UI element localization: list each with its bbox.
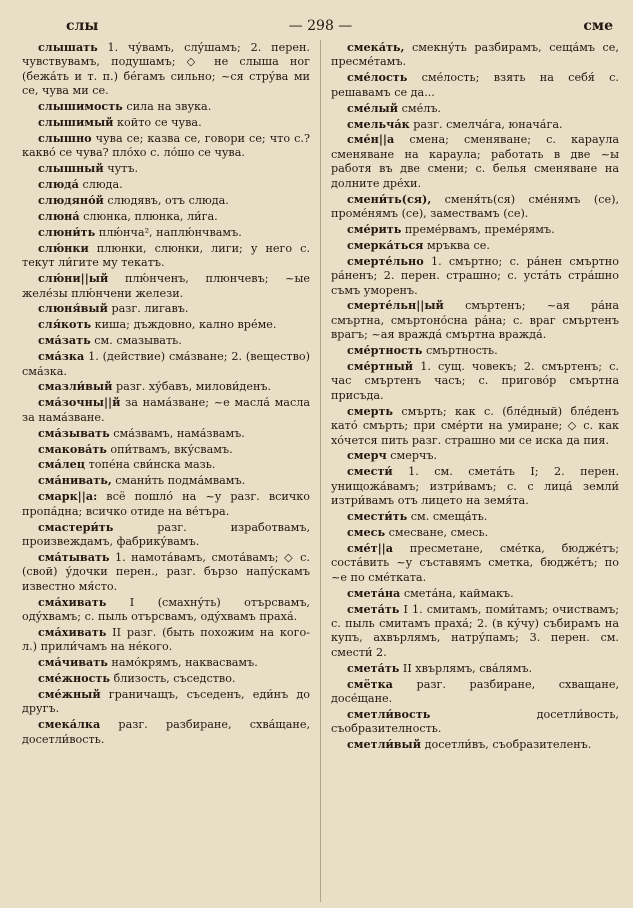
dictionary-entry xyxy=(331,117,619,132)
entry-definition: слюдявъ, отъ слюда. xyxy=(103,194,229,208)
dictionary-entry xyxy=(331,586,619,601)
dictionary-entry xyxy=(331,525,619,540)
entry-headword: слюдяно́й xyxy=(38,193,104,208)
entry-definition: смесване, смесь. xyxy=(385,526,489,539)
entry-definition: опи́твамъ, вку́свамъ. xyxy=(106,442,233,456)
entry-definition: разг. ху́бавъ, милови́денъ. xyxy=(112,380,272,394)
dictionary-entry xyxy=(22,687,310,717)
entry-headword: сма́хивать xyxy=(38,594,107,609)
dictionary-entry xyxy=(22,40,310,99)
entry-definition: смърть; как с. (бле́дный) бле́денъ като́ смърть; при сме́рти на умиране; ◇ с. как хо́чется пить разг. страшно ми се иска да пия. xyxy=(331,404,619,447)
dictionary-entry xyxy=(331,222,619,237)
entry-definition: 1. намота́вамъ, смота́вамъ; ◇ с. (свой) у́дочки перен., разг. бързо напу́скамъ известно мя́сто. xyxy=(22,550,310,593)
page-number: — 298 — xyxy=(288,18,353,34)
entry-headword: смерте́льн||ый xyxy=(347,298,444,313)
left-column xyxy=(22,40,310,902)
entry-definition: близость, съседство. xyxy=(109,672,236,686)
entry-headword: смельча́к xyxy=(347,116,410,131)
entry-definition: намо́крямъ, накваcвамъ. xyxy=(107,656,258,670)
entry-definition: II разг. (быть похожим на кого-л.) прили́чамъ на не́кого. xyxy=(22,625,310,654)
dictionary-entry xyxy=(22,193,310,208)
entry-definition: сме́лость; взять на себя́ с. решавамъ се да... xyxy=(331,71,619,99)
entry-definition: смекну́ть разбирамъ, сеща́мъ се, пресме́тамъ. xyxy=(331,41,619,69)
dictionary-entry xyxy=(22,550,310,594)
entry-definition: смета́на, каймакъ. xyxy=(400,586,514,600)
dictionary-entry xyxy=(22,671,310,686)
dictionary-entry xyxy=(331,359,619,403)
dictionary-entry xyxy=(22,395,310,425)
entry-headword: слюна́ xyxy=(38,208,80,223)
dictionary-entry xyxy=(22,717,310,747)
dictionary-entry xyxy=(22,457,310,472)
entry-definition: разг. разбиране, схващане, досе́щане. xyxy=(331,677,619,705)
entry-definition: разг. лигавъ. xyxy=(107,302,189,316)
dictionary-entry xyxy=(331,298,619,342)
right-column xyxy=(331,40,619,902)
entry-definition: който се чува. xyxy=(113,116,202,130)
dictionary-entry xyxy=(331,464,619,508)
entry-definition: чутъ. xyxy=(103,162,139,176)
entry-headword: сме́лый xyxy=(347,100,399,115)
dictionary-entry xyxy=(22,115,310,130)
entry-definition: слюда. xyxy=(78,178,123,192)
dictionary-entry xyxy=(331,132,619,191)
entry-headword: слышно xyxy=(38,130,92,145)
dictionary-entry xyxy=(331,707,619,737)
dictionary-entry xyxy=(22,442,310,457)
entry-headword: смека́лка xyxy=(38,717,101,732)
entry-headword: сма́зывать xyxy=(38,425,110,440)
entry-definition: топе́на сви́нска мазь. xyxy=(85,458,216,472)
dictionary-entry xyxy=(331,602,619,661)
dictionary-entry xyxy=(22,225,310,240)
entry-headword: сма́лец xyxy=(38,457,86,472)
entry-definition: слюнка, плюнка, ли́га. xyxy=(79,209,218,223)
entry-definition: пресметане, сме́тка, бюдже́тъ; соста́вить ~у съставямъ сметка, бюдже́тъ; по ~е по сме́тката. xyxy=(331,541,619,584)
dictionary-entry xyxy=(331,192,619,222)
entry-headword: сме́рить xyxy=(347,221,402,236)
entry-definition: I (смахну́ть) отърсвамъ, оду́хвамъ; с. пыль отърсвамъ, оду́хвамъ праха́. xyxy=(22,595,310,624)
dictionary-entry xyxy=(22,426,310,441)
entry-definition: 1. сущ. човекъ; 2. смъртенъ; с. час смъртенъ часъ; с. пригово́р смъртна присъда. xyxy=(331,360,619,402)
entry-definition: смена; сменяване; с. караула сменяване на караула; работать в две ~ы работя въ две смени; с. белья сменяване на долните дре́хи. xyxy=(331,133,619,190)
entry-definition: преме́рвамъ, преме́рямъ. xyxy=(401,222,555,236)
dictionary-entry xyxy=(331,737,619,752)
entry-definition: 1. чу́вамъ, слу́шамъ; 2. перен. чувствувамъ, подушамъ; ◇ не слыша ног (бежа́ть и т. п.) бе́гамъ сильно; ~ся стру́ва ми се, чува ми се. xyxy=(22,41,310,98)
entry-definition: смъртность. xyxy=(422,344,498,358)
entry-headword: сма́тывать xyxy=(38,549,110,564)
dictionary-entry xyxy=(331,238,619,253)
dictionary-entry xyxy=(22,317,310,332)
entry-definition: 1. см. смета́ть I; 2. перен. унищожа́вамъ; изтри́вамъ; с. с лица́ земли́ изтри́вамъ отъ лицето на земя́та. xyxy=(331,465,619,508)
entry-headword: сля́коть xyxy=(38,317,92,332)
entry-definition: чува се; казва се, говори се; что с.? какво́ се чува? пло́хо с. ло́шо се чува. xyxy=(22,131,310,160)
entry-headword: сма́зка xyxy=(38,349,85,364)
dictionary-entry xyxy=(331,101,619,116)
dictionary-entry xyxy=(22,520,310,550)
entry-definition: сма́звамъ, нама́звамъ. xyxy=(109,426,245,440)
entry-definition: плю́нченъ, плюнчевъ; ~ые желе́зы плю́нчени желези. xyxy=(22,272,310,300)
entry-definition: разг. смелча́га, юнача́га. xyxy=(409,117,563,131)
dictionary-entry xyxy=(331,541,619,585)
dictionary-entry xyxy=(22,271,310,301)
entry-headword: смека́ть, xyxy=(347,40,405,54)
entry-headword: слю́ни||ый xyxy=(38,271,109,286)
dictionary-entry xyxy=(331,70,619,100)
entry-headword: сме́т||а xyxy=(347,540,393,555)
entry-definition: разг. изработвамъ, произвеждамъ, фабрику́вамъ. xyxy=(22,520,310,548)
dictionary-entry xyxy=(22,209,310,224)
dictionary-entry xyxy=(22,379,310,394)
entry-definition: досетли́въ, съобразителенъ. xyxy=(421,738,592,752)
dictionary-entry xyxy=(331,40,619,70)
entry-headword: смарк||а: xyxy=(38,489,98,504)
dictionary-entry xyxy=(22,625,310,655)
entry-definition: сменя́ть(ся) сме́нямъ (се), проме́нямъ (се), замествамъ (се). xyxy=(331,192,619,220)
dictionary-entry xyxy=(331,343,619,358)
dictionary-entry xyxy=(331,448,619,463)
entry-headword: смерте́льно xyxy=(347,253,424,268)
entry-definition: досетли́вость, съобразителность. xyxy=(331,707,619,736)
entry-headword: смени́ть(ся), xyxy=(347,191,432,206)
dictionary-entry xyxy=(22,99,310,114)
entry-definition: разг. разбиране, схва́щане, досетли́вость. xyxy=(22,718,310,746)
entry-headword: сметли́вый xyxy=(347,737,422,752)
dictionary-entry xyxy=(22,241,310,271)
entry-headword: сме́жность xyxy=(38,671,110,686)
dictionary-entry xyxy=(331,509,619,524)
entry-definition: смъртенъ; ~ая ра́на смъртна, смъртоно́сна ра́на; с. враг смъртенъ врагъ; ~ая вражда́ смъртна вражда́. xyxy=(331,299,619,342)
entry-headword: смести́ xyxy=(347,464,393,479)
dictionary-entry xyxy=(331,404,619,448)
entry-headword: слюни́ть xyxy=(38,224,96,239)
entry-definition: киша; дъждовно, кално вре́ме. xyxy=(91,318,277,332)
entry-headword: смазли́вый xyxy=(38,379,113,394)
entry-definition: смани́ть подма́мвамъ. xyxy=(111,474,246,488)
columns xyxy=(22,40,619,902)
entry-headword: смета́ть xyxy=(347,660,400,675)
entry-headword: смётка xyxy=(347,676,393,691)
entry-definition: смерчъ. xyxy=(386,449,438,463)
entry-headword: слюня́вый xyxy=(38,301,108,316)
entry-headword: сма́хивать xyxy=(38,624,107,639)
entry-headword: сметли́вость xyxy=(347,706,431,721)
dictionary-entry xyxy=(331,254,619,298)
entry-headword: смастери́ть xyxy=(38,519,114,534)
entry-headword: слышимый xyxy=(38,115,114,130)
dictionary-entry xyxy=(22,131,310,161)
entry-definition: сме́лъ. xyxy=(398,101,441,115)
entry-headword: слышный xyxy=(38,161,104,176)
entry-definition: граничащъ, съседенъ, еди́нъ до другъ. xyxy=(22,688,310,716)
entry-headword: смесь xyxy=(347,525,386,539)
entry-definition: I 1. смитамъ, поми́тамъ; очиствамъ; с. пыль смитамъ праха́; 2. (в ку́чу) събирамъ на купъ, ахвърлямъ, натру́памъ; 3. перен. см. смести́ 2. xyxy=(331,602,619,659)
entry-definition: плюнки, слюнки, лиги; у него с. текут ли́гите му текатъ. xyxy=(22,241,310,270)
entry-definition: сила на звука. xyxy=(122,100,212,114)
entry-headword: сме́лость xyxy=(347,70,408,85)
entry-headword: смета́на xyxy=(347,585,401,600)
entry-headword: слюда́ xyxy=(38,177,79,192)
dictionary-entry xyxy=(22,349,310,379)
dictionary-entry xyxy=(331,677,619,707)
entry-headword: сме́жный xyxy=(38,687,101,702)
entry-headword: смести́ть xyxy=(347,509,408,524)
entry-headword: сма́зочны||й xyxy=(38,395,121,410)
entry-headword: слышимость xyxy=(38,99,123,114)
dictionary-entry xyxy=(22,655,310,670)
dictionary-entry xyxy=(22,301,310,316)
entry-definition: мръква се. xyxy=(423,238,490,252)
page-header xyxy=(22,6,619,34)
entry-definition: плю́нча², наплю́нчвамъ. xyxy=(95,225,242,239)
entry-definition: II хвърлямъ, сва́лямъ. xyxy=(399,661,533,675)
dictionary-entry xyxy=(22,473,310,488)
entry-definition: 1. смъртно; с. ра́нен смъртно ра́ненъ; 2. перен. страшно; с. уста́ть стра́шно съмъ уморенъ. xyxy=(331,254,619,297)
entry-headword: сме́н||а xyxy=(347,132,395,147)
entry-headword: сма́чивать xyxy=(38,655,108,670)
entry-headword: слю́нки xyxy=(38,240,89,255)
entry-headword: смерч xyxy=(347,448,387,463)
dictionary-entry xyxy=(22,161,310,176)
dictionary-entry xyxy=(22,489,310,519)
entry-definition: всё пошло́ на ~у разг. всичко пропа́дна; всичко отиде на ве́търа. xyxy=(22,490,310,518)
entry-headword: сма́зать xyxy=(38,333,91,348)
header-left-guideword: слы xyxy=(66,18,99,34)
entry-definition: см. смеща́ть. xyxy=(407,510,488,524)
entry-headword: смерка́ться xyxy=(347,237,424,252)
entry-definition: см. смазывать. xyxy=(90,334,182,348)
entry-headword: смерть xyxy=(347,403,393,418)
column-divider xyxy=(320,40,321,902)
entry-definition: 1. (действие) сма́зване; 2. (вещество) сма́зка. xyxy=(22,350,310,378)
entry-headword: слышать xyxy=(38,40,98,54)
dictionary-entry xyxy=(22,177,310,192)
entry-headword: сме́ртный xyxy=(347,359,414,374)
entry-headword: смакова́ть xyxy=(38,441,107,456)
dictionary-entry xyxy=(22,595,310,625)
entry-definition: за нама́зване; ~е масла́ масла за нама́зване. xyxy=(22,396,310,424)
entry-headword: смета́ть xyxy=(347,601,400,616)
entry-headword: сме́ртность xyxy=(347,343,423,358)
header-right-guideword: сме xyxy=(583,18,613,34)
dictionary-entry xyxy=(22,333,310,348)
dictionary-entry xyxy=(331,661,619,676)
entry-headword: сма́нивать, xyxy=(38,473,112,488)
